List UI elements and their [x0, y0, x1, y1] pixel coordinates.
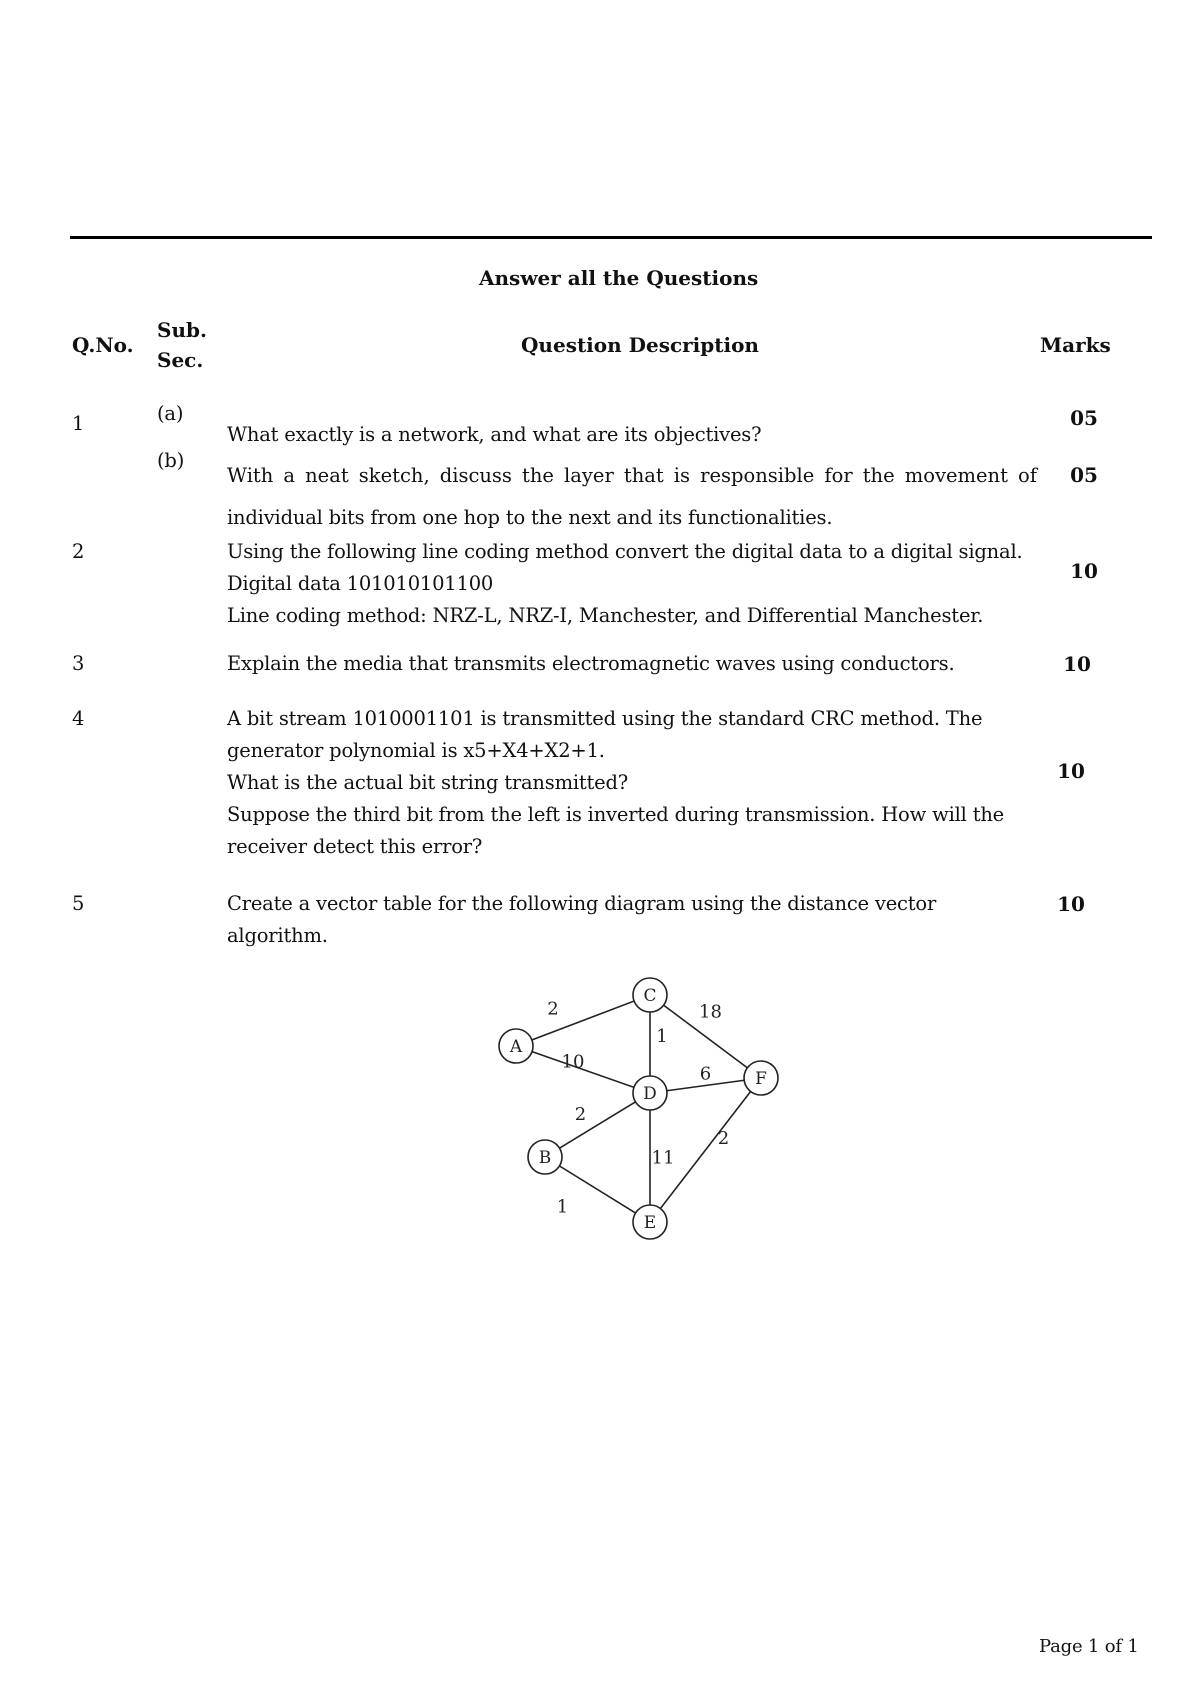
graph-edge-weight: 2 [547, 998, 559, 1020]
question-text: A bit stream 1010001101 is transmitted using the standard CRC method. The [227, 707, 983, 730]
question-text: receiver detect this error? [227, 835, 483, 858]
col-header-sub-sec-2: Sec. [157, 348, 204, 372]
question-number: 3 [72, 652, 85, 675]
question-text: Line coding method: NRZ-L, NRZ-I, Manchester, and Differential Manchester. [227, 604, 984, 627]
question-text: Digital data 101010101100 [227, 572, 494, 595]
sub-section-label: (a) [157, 402, 184, 425]
question-number: 1 [72, 412, 85, 435]
network-graph-diagram [490, 970, 790, 1250]
col-header-qno: Q.No. [72, 333, 134, 357]
graph-node-label: C [643, 986, 657, 1006]
graph-edge-weight: 1 [656, 1026, 668, 1047]
question-text: Using the following line coding method convert the digital data to a digital signal. [227, 540, 1023, 563]
graph-node-label: B [538, 1148, 552, 1168]
header-rule [70, 236, 1152, 239]
section-heading: Answer all the Questions [479, 266, 759, 290]
graph-edge-weight: 1 [556, 1196, 569, 1218]
graph-edge-weight: 6 [699, 1063, 712, 1085]
graph-edge-weight: 11 [651, 1147, 675, 1169]
question-marks: 10 [1057, 892, 1085, 916]
question-marks: 10 [1063, 652, 1091, 676]
graph-edge-a-c [516, 995, 650, 1046]
graph-edge-weight: 2 [717, 1128, 730, 1149]
question-text: algorithm. [227, 924, 328, 947]
question-text: individual bits from one hop to the next and its functionalities. [227, 506, 833, 529]
graph-node-label: A [509, 1037, 523, 1057]
question-text: With a neat sketch, discuss the layer that is responsible for the movement of [227, 464, 1037, 487]
col-header-sub-sec-1: Sub. [157, 318, 207, 342]
page-footer: Page 1 of 1 [1039, 1636, 1139, 1657]
graph-node-label: E [643, 1213, 657, 1233]
sub-section-label: (b) [157, 449, 185, 472]
col-header-marks: Marks [1040, 333, 1111, 357]
graph-edge-weight: 2 [574, 1104, 587, 1125]
question-marks: 05 [1070, 463, 1098, 487]
question-text: generator polynomial is x5+X4+X2+1. [227, 739, 605, 762]
graph-node-label: F [755, 1069, 767, 1089]
question-number: 5 [72, 892, 85, 915]
question-marks: 05 [1070, 406, 1098, 430]
question-number: 2 [72, 540, 85, 563]
graph-edge-weight: 10 [561, 1051, 585, 1073]
question-text: What exactly is a network, and what are its objectives? [227, 423, 762, 446]
question-marks: 10 [1070, 559, 1098, 583]
graph-edge-weight: 18 [699, 1001, 722, 1023]
question-text: What is the actual bit string transmitted? [227, 771, 629, 794]
question-marks: 10 [1057, 759, 1085, 783]
graph-node-label: D [643, 1084, 657, 1104]
question-text: Explain the media that transmits electromagnetic waves using conductors. [227, 652, 955, 675]
question-number: 4 [72, 707, 85, 730]
col-header-description: Question Description [521, 333, 759, 357]
question-text: Create a vector table for the following diagram using the distance vector [227, 892, 937, 915]
question-text: Suppose the third bit from the left is inverted during transmission. How will the [227, 803, 1005, 826]
graph-edge-b-d [545, 1093, 650, 1157]
